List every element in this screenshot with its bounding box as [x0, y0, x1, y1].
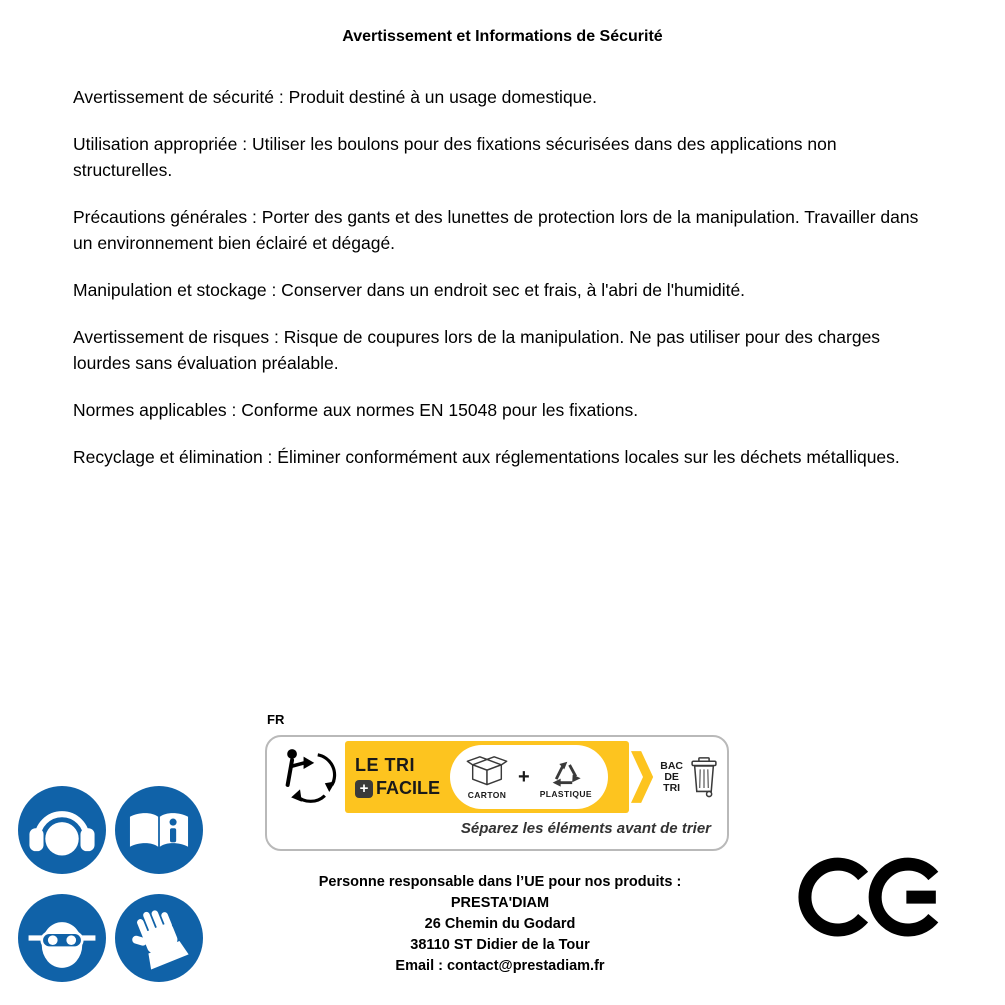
plastique-material — [540, 756, 592, 799]
company-street: 26 Chemin du Godard — [424, 916, 576, 932]
paragraph-avertissement-securite: Avertissement de sécurité : Produit destiné à un usage domestique. — [73, 87, 598, 107]
company-city: 38110 ST Didier de la Tour — [410, 937, 590, 953]
triman-icon — [275, 746, 341, 808]
company-email: Email : contact@prestadiam.fr — [395, 958, 605, 974]
responsible-person-block — [240, 872, 760, 977]
ce-mark-icon — [797, 852, 949, 943]
carton-material — [466, 755, 508, 800]
page-title: Avertissement et Informations de Sécurité — [342, 28, 663, 45]
sorting-banner-row — [267, 737, 727, 813]
plus-sign: + — [518, 765, 530, 788]
read-manual-icon — [115, 786, 203, 874]
le-tri-text: LE TRI — [355, 755, 415, 775]
safety-text-block — [73, 84, 925, 491]
le-tri-facile-band — [345, 741, 629, 813]
mandatory-safety-icons — [18, 786, 203, 982]
materials-pill — [450, 745, 608, 809]
sorting-bin-icon — [687, 756, 721, 798]
paragraph-recyclage-elimination: Recyclage et élimination : Éliminer conformément aux réglementations locales sur les déchets métalliques. — [73, 447, 900, 467]
paragraph-manipulation-stockage: Manipulation et stockage : Conserver dans un endroit sec et frais, à l'abri de l'humidité. — [73, 280, 746, 300]
fr-country-label: FR — [267, 712, 285, 727]
paragraph-normes-applicables: Normes applicables : Conforme aux normes EN 15048 pour les fixations. — [73, 400, 639, 420]
plus-box-icon: + — [355, 780, 373, 798]
paragraph-avertissement-risques: Avertissement de risques : Risque de coupures lors de la manipulation. Ne pas utiliser pour des charges lourdes sans évaluation préalable. — [73, 327, 881, 373]
facile-text: FACILE — [376, 778, 441, 798]
chevron-right-icon — [631, 749, 655, 805]
bac-de-tri — [655, 756, 723, 798]
paragraph-utilisation-appropriee: Utilisation appropriée : Utiliser les boulons pour des fixations sécurisées dans des applications non structurelles. — [73, 134, 837, 180]
plastique-label: PLASTIQUE — [539, 788, 592, 799]
bac-de-tri-label: BAC DE TRI — [660, 759, 683, 794]
protective-gloves-icon — [115, 894, 203, 982]
triman-sorting-banner — [265, 735, 729, 851]
carton-label: CARTON — [467, 789, 507, 800]
plastic-recycle-icon — [548, 756, 584, 788]
company-name: PRESTA'DIAM — [450, 895, 550, 911]
separation-note: Séparez les éléments avant de trier — [460, 819, 711, 837]
responsible-line: Personne responsable dans l’UE pour nos produits : — [318, 874, 682, 890]
le-tri-facile-logo — [355, 755, 440, 799]
ear-protection-icon — [18, 786, 106, 874]
carton-box-icon — [466, 755, 508, 789]
paragraph-precautions-generales: Précautions générales : Porter des gants et des lunettes de protection lors de la manipulation. Travailler dans un environnement bien éclairé et dégagé. — [73, 207, 919, 253]
eye-protection-icon — [18, 894, 106, 982]
